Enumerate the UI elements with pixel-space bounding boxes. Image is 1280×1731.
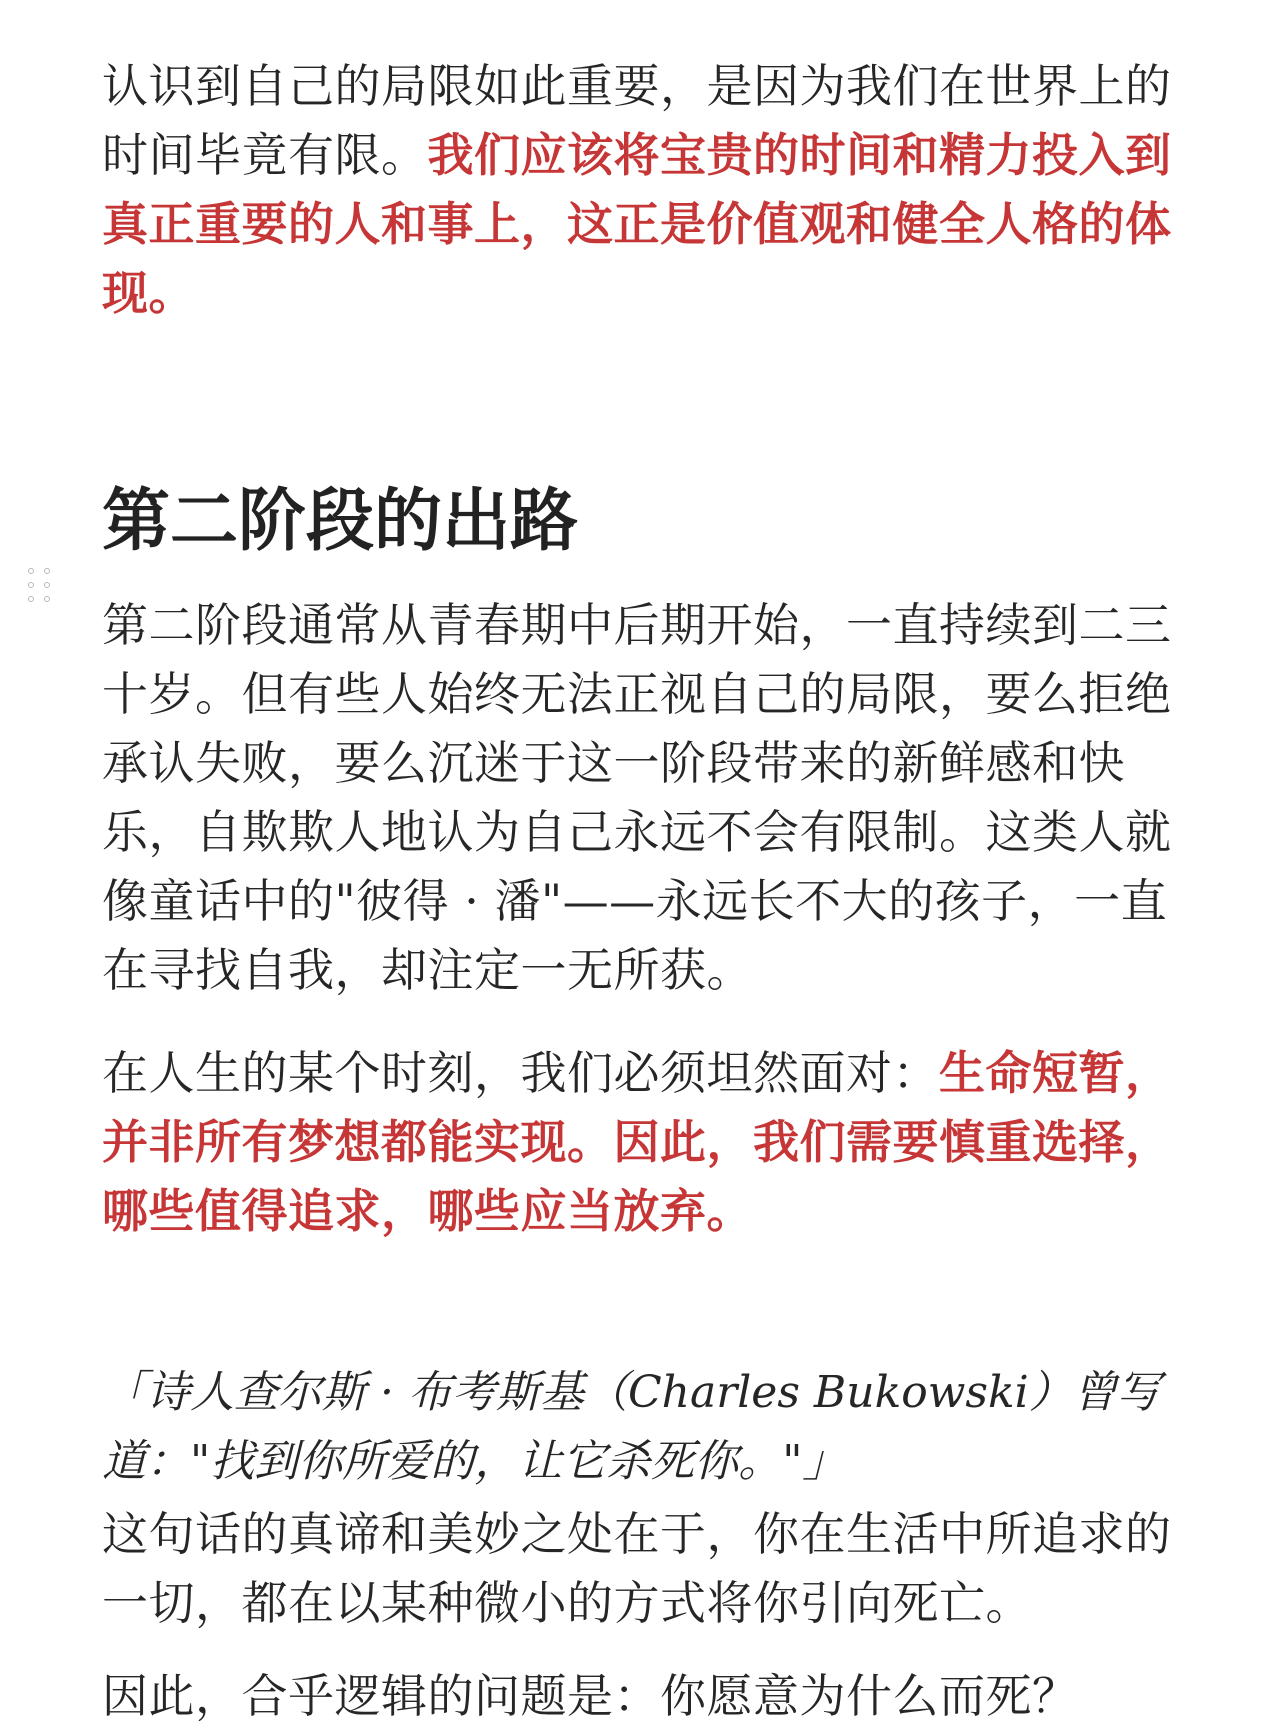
paragraph-life-short	[102, 1039, 1212, 1246]
paragraph-truth: 这句话的真谛和美妙之处在于，你在生活中所追求的一切，都在以某种微小的方式将你引向死亡。	[102, 1507, 1172, 1630]
spacer	[102, 1638, 1212, 1662]
bukowski-quote: 「诗人查尔斯 · 布考斯基（Charles Bukowski）曾写道："找到你所爱的，让它杀死你。"」	[102, 1367, 1161, 1487]
spacer	[102, 1005, 1212, 1039]
paragraph-limits	[102, 52, 1212, 320]
spacer	[102, 259, 1212, 481]
section-heading: 第二阶段的出路	[102, 481, 579, 561]
spacer	[102, 1246, 1212, 1358]
paragraph-life-short-highlight: 生命短暂，并非所有梦想都能实现。因此，我们需要慎重选择，哪些值得追求，哪些应当放弃。	[102, 1046, 1172, 1238]
paragraph-limits-highlight: 我们应该将宝贵的时间和精力投入到真正重要的人和事上，这正是价值观和健全人格的体现。	[102, 128, 1172, 320]
spacer	[102, 561, 1212, 591]
paragraph-question: 因此，合乎逻辑的问题是：你愿意为什么而死？	[102, 1669, 1079, 1723]
article-body	[102, 52, 1212, 1731]
paragraph-life-short-text: 在人生的某个时刻，我们必须坦然面对：	[102, 1046, 939, 1100]
drag-handle-icon[interactable]	[28, 568, 52, 608]
paragraph-limits-text: 认识到自己的局限如此重要，是因为我们在世界上的时间毕竟有限。	[102, 59, 1172, 182]
paragraph-stage-two: 第二阶段通常从青春期中后期开始，一直持续到二三十岁。但有些人始终无法正视自己的局限，要么拒绝承认失败，要么沉迷于这一阶段带来的新鲜感和快乐，自欺欺人地认为自己永远不会有限制。这类人就像童话中的"彼得 · 潘"——永远长不大的孩子，一直在寻找自我，却注定一无所获。	[102, 598, 1172, 997]
